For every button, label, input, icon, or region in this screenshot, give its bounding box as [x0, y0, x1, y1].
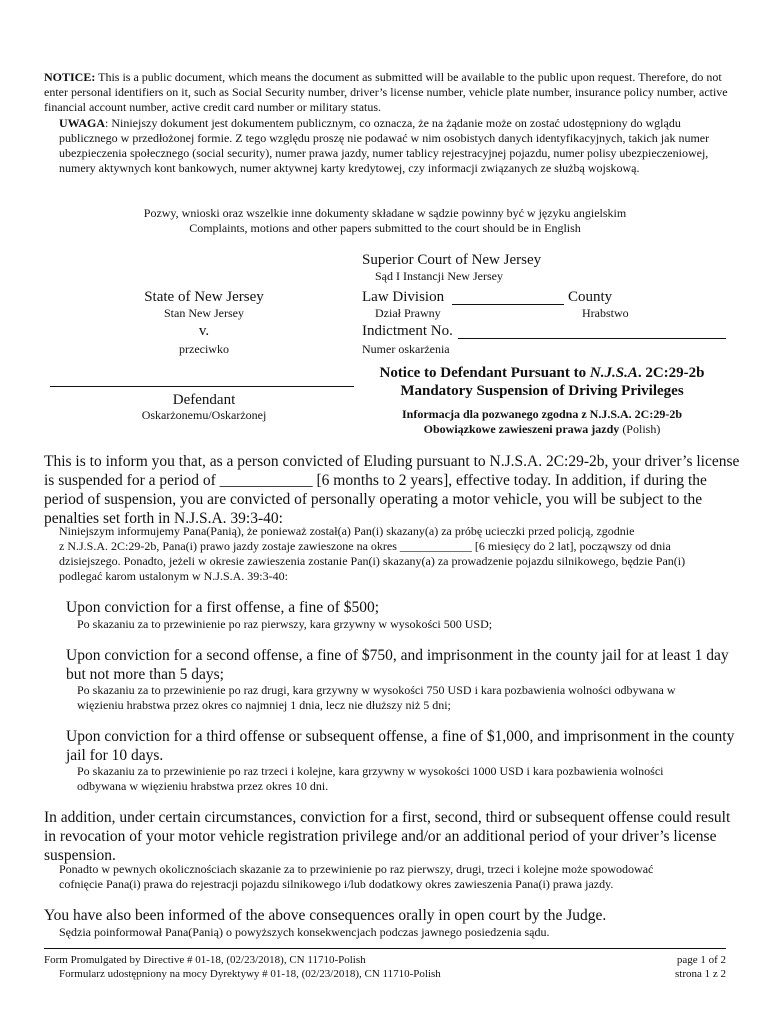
orally-informed: You have also been informed of the above consequences orally in open court by the Judge.: [44, 907, 607, 924]
intro-line-2: is suspended for a period of ____________ [6 months to 2 years], effective today. In addition, if during the: [44, 472, 707, 489]
defendant-label-pl: Oskarżonemu/Oskarżonej: [141, 408, 267, 422]
title-part-c: . 2C:29-2b: [637, 365, 705, 381]
notice-subtitle: Mandatory Suspension of Driving Privileges: [400, 383, 684, 399]
intro-paragraph: [44, 452, 740, 528]
subtitle-pl-lang: (Polish): [619, 422, 661, 436]
second-pl-line-1: Po skazaniu za to przewinienie po raz drugi, kara grzywny w wysokości 750 USD i kara pozbawienia wolności odbywana w: [77, 683, 676, 697]
law-division-label: Law Division: [362, 289, 445, 305]
third-offense: [66, 727, 746, 765]
title-statute: N.J.S.A: [589, 365, 638, 381]
notice-title: [360, 364, 724, 382]
first-offense-pl: Po skazaniu za to przewinienie po raz pierwszy, kara grzywny w wysokości 500 USD;: [77, 617, 493, 631]
footer-form-en: Form Promulgated by Directive # 01-18, (02/23/2018), CN 11710-Polish: [44, 954, 366, 966]
addition-line-1: In addition, under certain circumstances, conviction for a first, second, third or subsequent offense could result: [44, 809, 731, 826]
intro-pl-line-1: Niniejszym informujemy Pana(Panią), że ponieważ został(a) Pan(i) skazany(a) za próbę ucieczki przed policją, zgodnie: [59, 524, 635, 538]
additional-consequences-pl: [59, 862, 739, 892]
addition-pl-line-1: Ponadto w pewnych okolicznościach skazanie za to przewinienie po raz pierwszy, drugi, trzeci i kolejne może spowodować: [59, 862, 654, 876]
indictment-pl: Numer oskarżenia: [362, 342, 450, 356]
third-pl-line-2: odbywana w więzieniu hrabstwa przez okres 10 dni.: [77, 779, 329, 793]
language-notice-en: Complaints, motions and other papers submitted to the court should be in English: [189, 221, 581, 235]
intro-line-4: penalties set forth in N.J.S.A. 39:3-40:: [44, 510, 283, 527]
second-offense-pl: [77, 683, 737, 713]
public-notice: [44, 70, 728, 115]
third-line-2: jail for 10 days.: [66, 747, 164, 764]
notice-label: NOTICE:: [44, 70, 96, 84]
intro-pl-line-3: dzisiejszego. Ponadto, jeżeli w okresie zawieszenia zostanie Pan(i) skazany(a) za prowadzenie pojazdu silnikowego, będzie Pan(i): [59, 554, 686, 568]
orally-informed-pl: Sędzia poinformował Pana(Panią) o powyższych konsekwencjach podczas jawnego posiedzenia sądu.: [59, 925, 550, 939]
defendant-name-field[interactable]: [50, 372, 354, 387]
uwaga-text: : Niniejszy dokument jest dokumentem publicznym, co oznacza, że na żądanie może on zostać udostępniony do wglądu publicznego w przedłożonej formie. Z tego względu proszę nie podawać w nim osobistych danych identyfikacyjnych, takich jak numer ubezpieczenia społecznego (social security), numer prawa jazdy, numer tablicy rejestracyjnej pojazdu, numer polisy ubezpieczeniowej, numery aktywnych kont bankowych, numer aktywnej karty kredytowej, czy informacji związanych ze służbą wojskową.: [59, 116, 710, 175]
uwaga-notice: [59, 116, 728, 176]
indictment-label: Indictment No.: [362, 323, 453, 339]
state-name-pl: Stan New Jersey: [164, 306, 244, 320]
language-notice-pl: Pozwy, wnioski oraz wszelkie inne dokumenty składane w sądzie powinny być w języku angielskim: [143, 206, 627, 220]
title-part-a: Notice to Defendant Pursuant to: [379, 365, 590, 381]
court-name-pl: Sąd I Instancji New Jersey: [375, 269, 503, 283]
notice-text: This is a public document, which means the document as submitted will be available to the public upon request. Therefore, do not enter personal identifiers on it, such as Social Security number, driver’s license number, vehicle plate number, insurance policy number, active financial account number, active credit card number or military status.: [44, 70, 728, 114]
footer-divider: [44, 948, 726, 949]
addition-line-3: suspension.: [44, 847, 116, 864]
law-division-pl: Dział Prawny: [375, 306, 441, 320]
county-name-field[interactable]: [452, 288, 564, 305]
addition-pl-line-2: cofnięcie Pana(i) prawa do rejestracji pojazdu silnikowego i/lub dodatkowy okres zawieszenia Pana(i) prawa jazdy.: [59, 877, 614, 891]
uwaga-label: UWAGA: [59, 116, 106, 130]
indictment-number-field[interactable]: [458, 322, 726, 339]
third-line-1: Upon conviction for a third offense or subsequent offense, a fine of $1,000, and imprisonment in the county: [66, 728, 735, 745]
intro-pl-line-2: z N.J.S.A. 2C:29-2b, Pana(i) prawo jazdy zostaje zawieszone na okres ____________ [6 miesięcy do 2 lat], począwszy od dnia: [59, 539, 671, 553]
defendant-label: Defendant: [172, 392, 236, 408]
intro-paragraph-pl: [59, 524, 739, 584]
addition-line-2: in revocation of your motor vehicle registration privilege and/or an additional period of your driver’s license: [44, 828, 717, 845]
second-offense: [66, 646, 746, 684]
second-line-2: but not more than 5 days;: [66, 666, 224, 683]
court-name: Superior Court of New Jersey: [362, 252, 542, 268]
first-offense: Upon conviction for a first offense, a fine of $500;: [66, 599, 380, 616]
county-pl: Hrabstwo: [582, 306, 629, 320]
footer-form-pl: Formularz udostępniony na mocy Dyrektywy # 01-18, (02/23/2018), CN 11710-Polish: [59, 968, 441, 980]
notice-title-pl: Informacja dla pozwanego zgodna z N.J.S.A. 2C:29-2b: [402, 407, 682, 421]
state-name: State of New Jersey: [144, 289, 264, 305]
intro-pl-line-4: podlegać karom ustalonym w N.J.S.A. 39:3-40:: [59, 569, 288, 583]
versus-pl: przeciwko: [179, 342, 229, 356]
third-pl-line-1: Po skazaniu za to przewinienie po raz trzeci i kolejne, kara grzywny w wysokości 1000 USD i kara pozbawienia wolności: [77, 764, 664, 778]
county-label: County: [568, 289, 613, 305]
subtitle-pl-text: Obowiązkowe zawieszeni prawa jazdy: [423, 422, 620, 436]
intro-line-1: This is to inform you that, as a person convicted of Eluding pursuant to N.J.S.A. 2C:29-2b, your driver’s license: [44, 453, 740, 470]
page-number-en: page 1 of 2: [676, 954, 726, 966]
third-offense-pl: [77, 764, 737, 794]
page-number-pl: strona 1 z 2: [674, 968, 726, 980]
second-line-1: Upon conviction for a second offense, a fine of $750, and imprisonment in the county jail for at least 1 day: [66, 647, 729, 664]
additional-consequences: [44, 808, 734, 865]
notice-subtitle-pl: [360, 422, 724, 437]
intro-line-3: period of suspension, you are convicted of personally operating a motor vehicle, you will be subject to the: [44, 491, 703, 508]
versus: v.: [198, 323, 210, 339]
second-pl-line-2: więzieniu hrabstwa przez okres co najmniej 1 dnia, lecz nie dłuższy niż 5 dni;: [77, 698, 451, 712]
